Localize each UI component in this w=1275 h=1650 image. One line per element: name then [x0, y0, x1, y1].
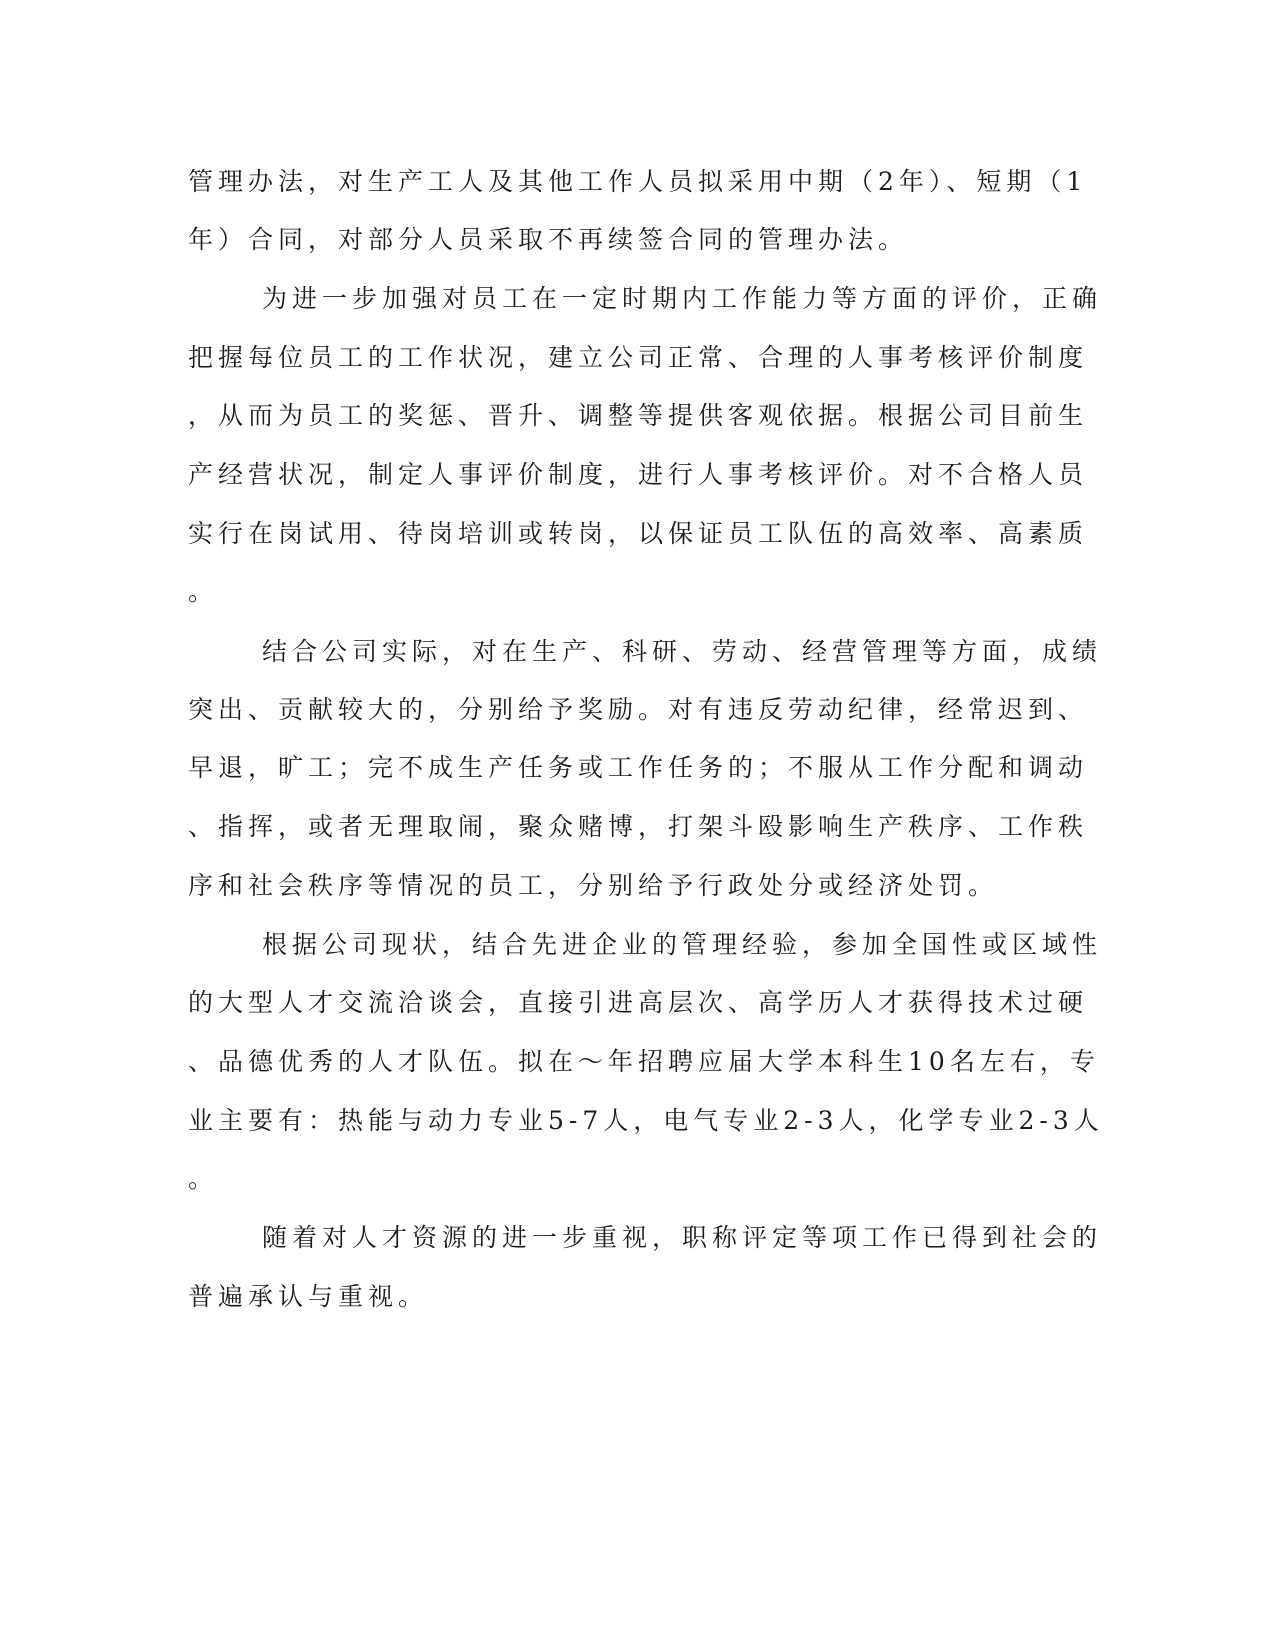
text-line: 。 — [188, 1164, 219, 1193]
paragraph-first-line: 为进一步加强对员工在一定时期内工作能力等方面的评价，正确 — [262, 284, 1103, 313]
text-line: 。 — [188, 577, 219, 606]
text-line: ，从而为员工的奖惩、晋升、调整等提供客观依据。根据公司目前生 — [188, 401, 1089, 430]
text-line: 的大型人才交流洽谈会，直接引进高层次、高学历人才获得技术过硬 — [188, 988, 1089, 1017]
text-line: 管理办法，对生产工人及其他工作人员拟采用中期（2年）、短期（1 — [188, 167, 1088, 196]
text-line: 、品德优秀的人才队伍。拟在～年招聘应届大学本科生10名左右，专 — [188, 1047, 1100, 1076]
text-line: 序和社会秩序等情况的员工，分别给予行政处分或经济处罚。 — [188, 871, 999, 900]
text-line: 产经营状况，制定人事评价制度，进行人事考核评价。对不合格人员 — [188, 460, 1089, 489]
text-line: 、指挥，或者无理取闹，聚众赌博，打架斗殴影响生产秩序、工作秩 — [188, 812, 1089, 841]
text-line: 把握每位员工的工作状况，建立公司正常、合理的人事考核评价制度 — [188, 343, 1089, 372]
paragraph-first-line: 随着对人才资源的进一步重视，职称评定等项工作已得到社会的 — [262, 1223, 1103, 1252]
text-line: 普遍承认与重视。 — [188, 1282, 429, 1311]
text-line: 年）合同，对部分人员采取不再续签合同的管理办法。 — [188, 225, 909, 254]
paragraph-first-line: 结合公司实际，对在生产、科研、劳动、经营管理等方面，成绩 — [262, 637, 1103, 666]
paragraph-first-line: 根据公司现状，结合先进企业的管理经验，参加全国性或区域性 — [262, 930, 1103, 959]
text-line: 突出、贡献较大的，分别给予奖励。对有违反劳动纪律，经常迟到、 — [188, 695, 1089, 724]
text-line: 早退，旷工；完不成生产任务或工作任务的；不服从工作分配和调动 — [188, 753, 1089, 782]
text-line: 业主要有：热能与动力专业5-7人，电气专业2-3人，化学专业2-3人 — [188, 1106, 1104, 1135]
text-line: 实行在岗试用、待岗培训或转岗，以保证员工队伍的高效率、高素质 — [188, 519, 1089, 548]
